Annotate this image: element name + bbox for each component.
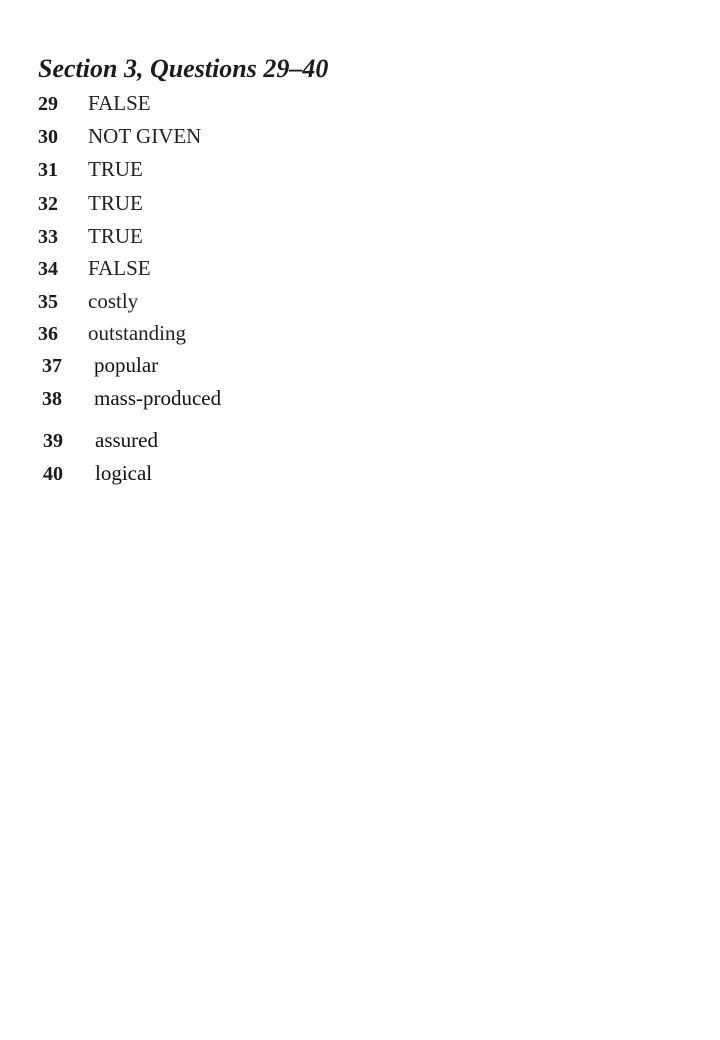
answer-text: popular xyxy=(94,353,159,377)
question-number: 35 xyxy=(38,291,58,313)
question-number: 37 xyxy=(42,355,62,377)
answer-item-30 xyxy=(38,123,201,149)
answer-item-33 xyxy=(38,223,143,249)
answer-text: outstanding xyxy=(88,321,186,345)
answer-item-36 xyxy=(38,320,186,346)
question-number: 29 xyxy=(38,93,58,115)
question-number: 36 xyxy=(38,323,58,345)
answer-text: logical xyxy=(95,461,153,485)
answer-item-37 xyxy=(42,352,158,378)
question-number: 38 xyxy=(42,388,62,410)
answer-text: TRUE xyxy=(88,224,143,248)
answer-item-31 xyxy=(38,156,143,182)
question-number: 31 xyxy=(38,159,58,181)
answer-text: NOT GIVEN xyxy=(88,124,202,148)
answer-text: FALSE xyxy=(88,91,151,115)
question-number: 32 xyxy=(38,193,58,215)
answer-text: mass-produced xyxy=(94,386,222,410)
answer-item-35 xyxy=(38,288,138,314)
section-title: Section 3, Questions 29–40 xyxy=(38,54,329,83)
question-number: 39 xyxy=(43,430,63,452)
answer-item-32 xyxy=(38,190,143,216)
answer-text: costly xyxy=(88,289,139,313)
answer-text: FALSE xyxy=(88,256,151,280)
question-number: 40 xyxy=(43,463,63,485)
question-number: 30 xyxy=(38,126,58,148)
question-number: 34 xyxy=(38,258,58,280)
answer-item-38 xyxy=(42,385,221,411)
answer-text: TRUE xyxy=(88,191,143,215)
answer-item-34 xyxy=(38,255,151,281)
answer-text: assured xyxy=(95,428,158,452)
question-number: 33 xyxy=(38,226,58,248)
answer-item-40 xyxy=(43,460,152,486)
answer-text: TRUE xyxy=(88,157,143,181)
answer-item-39 xyxy=(43,427,158,453)
answer-item-29 xyxy=(38,90,151,116)
